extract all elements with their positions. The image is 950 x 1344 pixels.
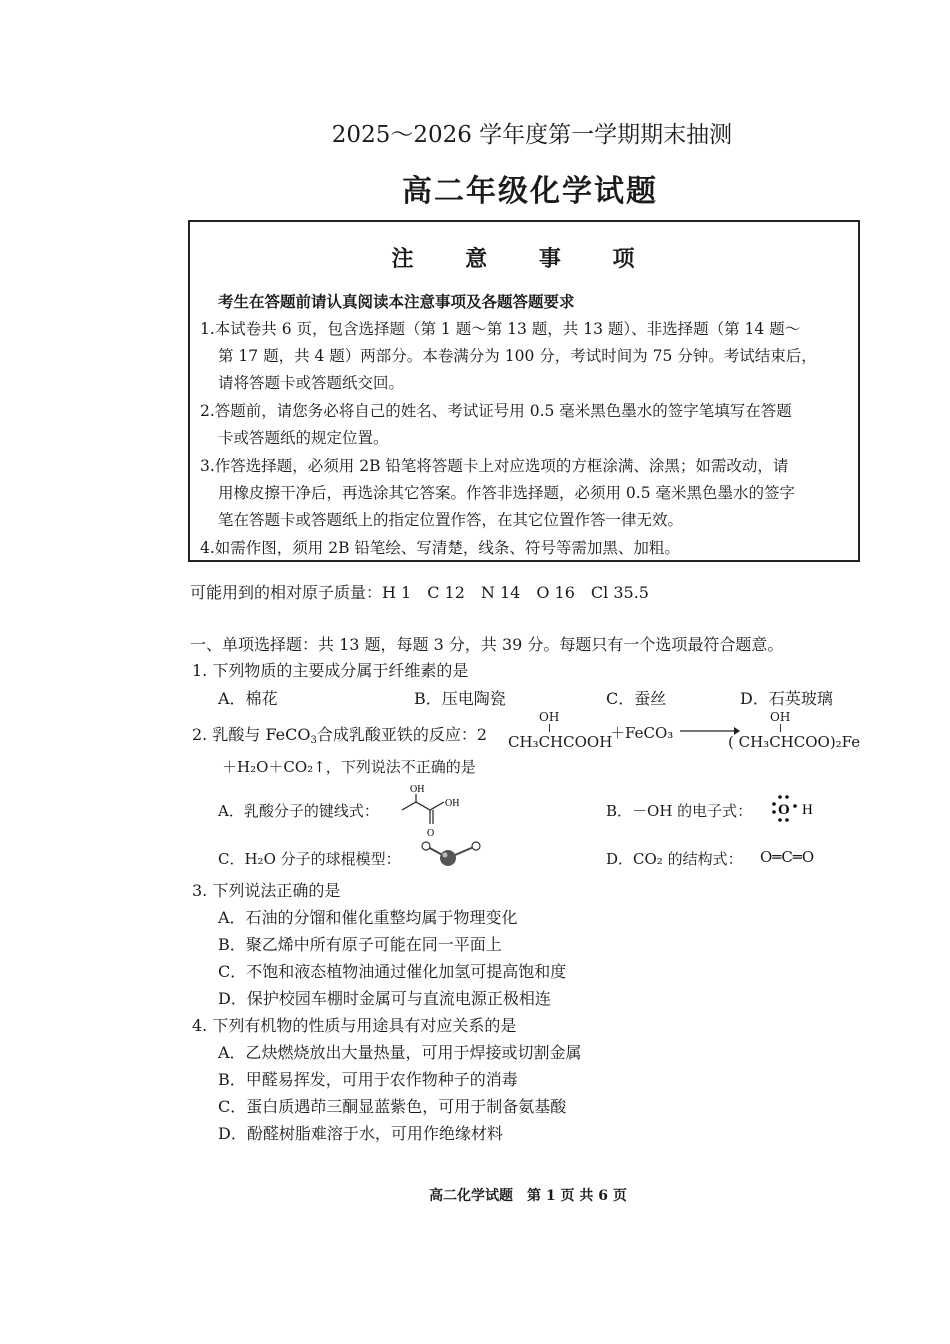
- q4-option-b: B．甲醛易挥发，可用于农作物种子的消毒: [218, 1070, 518, 1089]
- q3-stem: 3. 下列说法正确的是: [192, 881, 341, 900]
- electron-formula-o: O: [778, 802, 790, 818]
- q4-stem: 4. 下列有机物的性质与用途具有对应关系的是: [192, 1016, 517, 1035]
- q2-stem-mid: 合成乳酸亚铁的反应：2: [316, 725, 488, 744]
- q2-option-d-formula: O═C═O: [760, 848, 815, 866]
- lactic-acid-skeletal-icon: [398, 782, 474, 838]
- water-ball-stick-model-icon: [418, 838, 484, 868]
- q1-stem: 1. 下列物质的主要成分属于纤维素的是: [192, 661, 469, 680]
- q2-stem-sub: 3: [310, 735, 317, 746]
- q2-option-d-label: D．CO₂ 的结构式：: [606, 850, 743, 868]
- q3-option-b: B．聚乙烯中所有原子可能在同一平面上: [218, 935, 502, 954]
- q2-stem-line-2: ＋H₂O＋CO₂↑，下列说法不正确的是: [222, 758, 476, 776]
- notice-item-1-line-1: 1.本试卷共 6 页，包含选择题（第 1 题～第 13 题，共 13 题）、非选择题（第 14 题～: [200, 320, 801, 338]
- atomic-masses: 可能用到的相对原子质量：H 1 C 12 N 14 O 16 Cl 35.5: [190, 583, 649, 602]
- notice-item-2-line-1: 2.答题前，请您务必将自己的姓名、考试证号用 0.5 毫米黑色墨水的签字笔填写在答题: [200, 402, 792, 420]
- notice-item-4-line-1: 4.如需作图，须用 2B 铅笔绘、写清楚，线条、符号等需加黑、加粗。: [200, 539, 680, 557]
- exam-title: 高二年级化学试题: [402, 174, 658, 209]
- notice-box: [188, 220, 860, 562]
- q4-option-d: D．酚醛树脂难溶于水，可用作绝缘材料: [218, 1124, 503, 1143]
- notice-intro: 考生在答题前请认真阅读本注意事项及各题答题要求: [218, 292, 575, 311]
- skeletal-oh-top: OH: [410, 784, 425, 795]
- q1-option-b: B．压电陶瓷: [414, 689, 506, 708]
- q3-option-d: D．保护校园车棚时金属可与直流电源正极相连: [218, 989, 551, 1008]
- notice-item-3-line-1: 3.作答选择题，必须用 2B 铅笔将答题卡上对应选项的方框涂满、涂黑；如需改动，请: [200, 457, 789, 475]
- notice-item-1-line-2: 第 17 题，共 4 题）两部分。本卷满分为 100 分，考试时间为 75 分钟。考试结束后，: [218, 347, 817, 365]
- q2-option-b-label: B．－OH 的电子式：: [606, 802, 753, 820]
- q2-stem: [192, 722, 487, 746]
- notice-heading: 注 意 事 项: [391, 246, 657, 272]
- skeletal-oh-right: OH: [445, 798, 460, 809]
- q2-option-a-label: A．乳酸分子的键线式：: [218, 802, 379, 820]
- q2-product-formula: ( CH₃CHCOO)₂Fe: [728, 733, 861, 751]
- exam-subtitle: 2025～2026 学年度第一学期期末抽测: [331, 122, 733, 148]
- page-footer: 高二化学试题 第 1 页 共 6 页: [429, 1188, 627, 1204]
- q2-feco3: ＋FeCO₃: [610, 724, 674, 742]
- notice-item-2-line-2: 卡或答题纸的规定位置。: [218, 429, 389, 447]
- q2-product-oh: OH: [770, 710, 791, 724]
- q2-lactic-oh: OH: [539, 710, 560, 724]
- section-1-heading: 一、单项选择题：共 13 题，每题 3 分，共 39 分。每题只有一个选项最符合题意。: [190, 635, 784, 654]
- q1-option-a: A．棉花: [218, 689, 278, 708]
- notice-item-3-line-2: 用橡皮擦干净后，再选涂其它答案。作答非选择题，必须用 0.5 毫米黑色墨水的签字: [218, 484, 796, 502]
- notice-item-3-line-3: 笔在答题卡或答题纸上的指定位置作答，在其它位置作答一律无效。: [218, 511, 684, 529]
- q2-option-c-label: C．H₂O 分子的球棍模型：: [218, 850, 401, 868]
- q3-option-c: C．不饱和液态植物油通过催化加氢可提高饱和度: [218, 962, 567, 981]
- notice-item-1-line-3: 请将答题卡或答题纸交回。: [218, 374, 405, 392]
- q2-product-bond: [780, 724, 781, 732]
- q2-lactic-formula: CH₃CHCOOH: [508, 733, 613, 751]
- skeletal-o: O: [427, 828, 435, 838]
- q4-option-a: A．乙炔燃烧放出大量热量，可用于焊接或切割金属: [218, 1043, 582, 1062]
- q2-stem-prefix: 2. 乳酸与 FeCO: [192, 725, 311, 744]
- q3-option-a: A．石油的分馏和催化重整均属于物理变化: [218, 908, 518, 927]
- q1-option-d: D．石英玻璃: [740, 689, 833, 708]
- electron-formula-h: H: [802, 802, 813, 818]
- q1-option-c: C．蚕丝: [606, 689, 667, 708]
- q4-option-c: C．蛋白质遇茚三酮显蓝紫色，可用于制备氨基酸: [218, 1097, 567, 1116]
- hydroxyl-electron-formula-icon: [766, 792, 820, 826]
- q2-lactic-bond: [549, 724, 550, 732]
